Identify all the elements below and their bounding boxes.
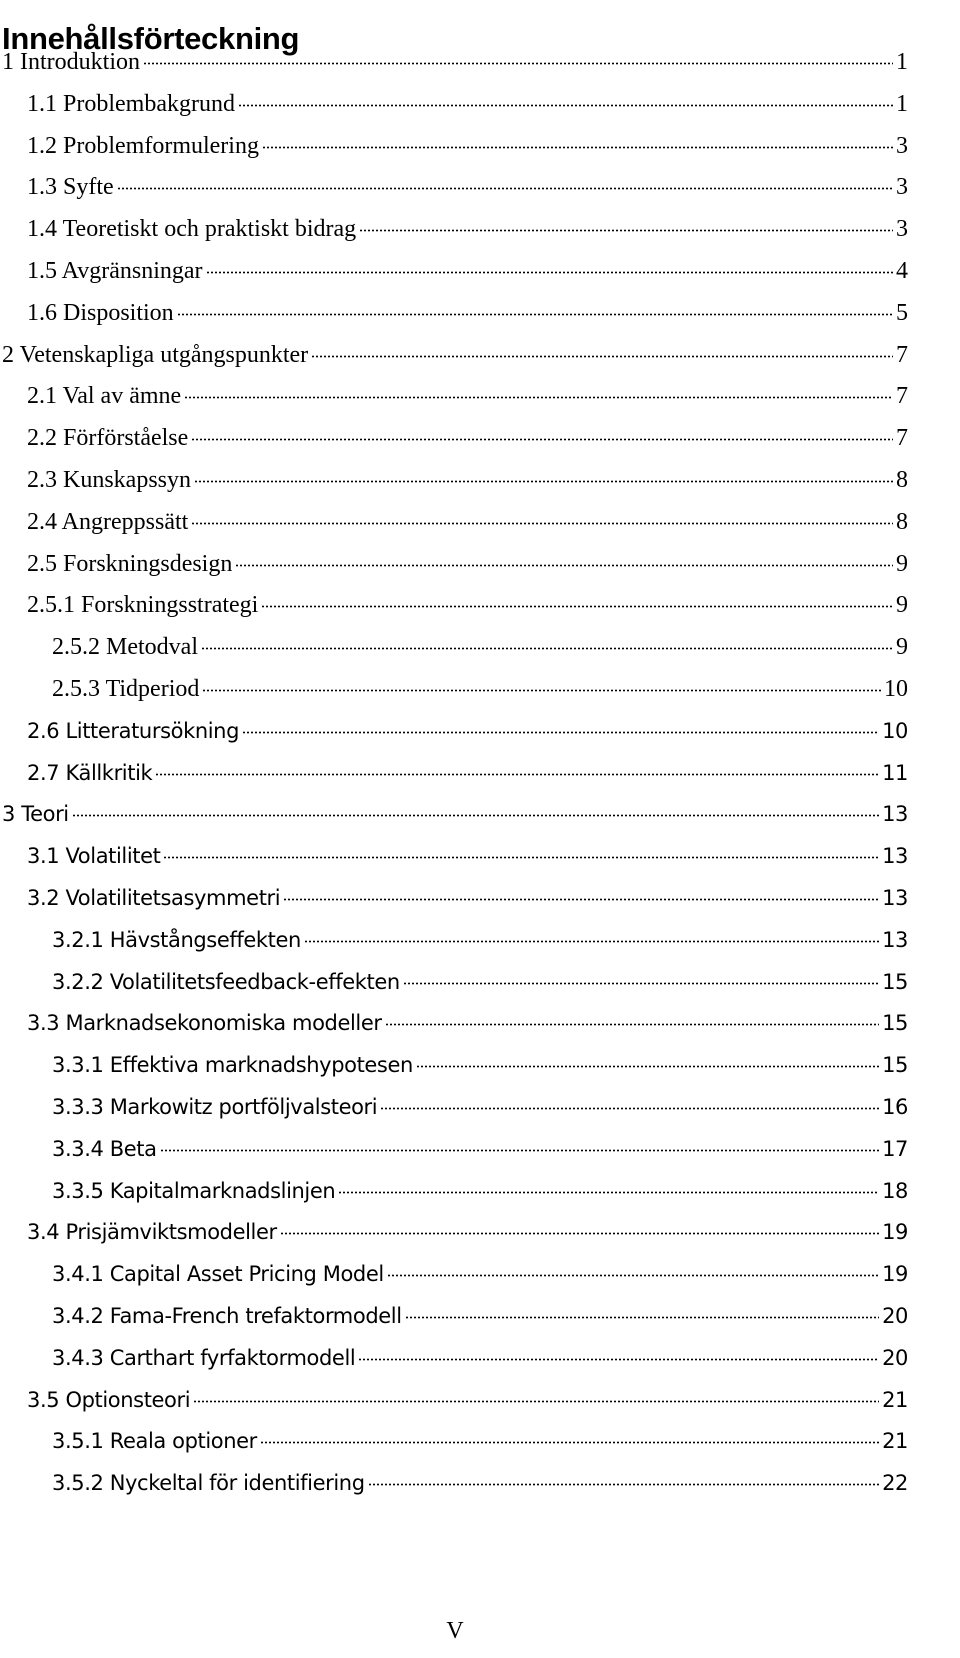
- toc-entry[interactable]: [27, 1378, 908, 1422]
- toc-entry[interactable]: [52, 625, 908, 669]
- toc-dot-leader: [260, 1441, 879, 1444]
- toc-entry-label: 2.5.3 Tidperiod: [52, 676, 200, 702]
- toc-entry-page: 1: [896, 90, 908, 117]
- toc-entry-label: 3.3 Marknadsekonomiska modeller: [27, 1011, 382, 1036]
- toc-entry-label: 3.5.1 Reala optioner: [52, 1429, 257, 1454]
- toc-entry-label: 3.1 Volatilitet: [27, 844, 161, 869]
- toc-entry-label: 2.7 Källkritik: [27, 760, 153, 785]
- page-title: Innehållsförteckning: [2, 20, 300, 56]
- toc-dot-leader: [385, 1023, 879, 1026]
- toc-entry-page: 18: [882, 1178, 908, 1203]
- toc-entry[interactable]: [27, 709, 908, 753]
- toc-entry-page: 9: [896, 634, 908, 661]
- toc-entry-label: 3.3.3 Markowitz portföljvalsteori: [52, 1095, 378, 1119]
- toc-entry[interactable]: [52, 1294, 908, 1338]
- toc-entry-label: 3.4.1 Capital Asset Pricing Model: [52, 1262, 384, 1287]
- toc-entry-label: 1.2 Problemformulering: [27, 132, 259, 159]
- toc-entry[interactable]: [27, 82, 908, 126]
- toc-entry-page: 3: [896, 174, 908, 201]
- toc-entry-label: 3.4.2 Fama-French trefaktormodell: [52, 1304, 402, 1328]
- toc-entry-page: 13: [882, 886, 908, 910]
- toc-entry[interactable]: [52, 1419, 908, 1463]
- toc-entry-page: 19: [882, 1262, 908, 1287]
- toc-entry-label: 1.6 Disposition: [27, 299, 174, 326]
- toc-entry[interactable]: [27, 834, 908, 878]
- toc-dot-leader: [191, 522, 893, 525]
- toc-dot-leader: [155, 773, 879, 776]
- toc-dot-leader: [311, 355, 893, 358]
- toc-dot-leader: [368, 1483, 879, 1486]
- toc-dot-leader: [359, 229, 893, 232]
- toc-entry-page: 16: [882, 1095, 908, 1119]
- toc-entry[interactable]: [27, 583, 908, 627]
- toc-entry-label: 1.4 Teoretiskt och praktiskt bidrag: [27, 216, 357, 243]
- toc-dot-leader: [242, 731, 879, 734]
- toc-entry[interactable]: [27, 249, 908, 293]
- toc-entry-label: 3.2.1 Hävstångseffekten: [52, 927, 301, 952]
- toc-entry-page: 11: [882, 760, 908, 785]
- toc-entry-page: 13: [882, 802, 908, 827]
- toc-entry-label: 3.5.2 Nyckeltal för identifiering: [52, 1471, 365, 1496]
- toc-dot-leader: [280, 1232, 879, 1235]
- toc-dot-leader: [416, 1065, 879, 1068]
- toc-dot-leader: [380, 1107, 879, 1110]
- toc-entry-page: 13: [882, 927, 908, 952]
- toc-dot-leader: [235, 564, 893, 567]
- toc-entry-label: 3 Teori: [2, 802, 69, 827]
- toc-entry-label: 1.3 Syfte: [27, 174, 114, 201]
- toc-entry[interactable]: [52, 960, 908, 1004]
- toc-dot-leader: [261, 605, 893, 608]
- toc-entry[interactable]: [27, 458, 908, 502]
- toc-dot-leader: [338, 1191, 879, 1194]
- toc-entry[interactable]: [2, 40, 908, 84]
- toc-dot-leader: [194, 480, 893, 483]
- toc-entry[interactable]: [52, 1085, 908, 1129]
- toc-entry[interactable]: [27, 1210, 908, 1254]
- toc-dot-leader: [238, 104, 893, 107]
- toc-entry[interactable]: [27, 291, 908, 335]
- toc-entry[interactable]: [2, 792, 908, 836]
- toc-entry-page: 21: [882, 1387, 908, 1412]
- toc-entry-page: 15: [882, 1053, 908, 1078]
- toc-dot-leader: [403, 982, 879, 985]
- toc-dot-leader: [358, 1358, 879, 1361]
- toc-entry-page: 3: [896, 132, 908, 159]
- toc-entry-page: 9: [896, 550, 908, 577]
- toc-entry[interactable]: [27, 876, 908, 920]
- toc-entry-label: 2.2 Förförståelse: [27, 425, 189, 452]
- toc-entry-label: 2.5.2 Metodval: [52, 634, 198, 661]
- toc-entry[interactable]: [52, 1127, 908, 1171]
- toc-dot-leader: [387, 1274, 879, 1277]
- toc-entry-page: 10: [884, 676, 908, 702]
- toc-entry-page: 3: [896, 216, 908, 243]
- toc-entry-label: 2 Vetenskapliga utgångspunkter: [2, 341, 309, 368]
- toc-dot-leader: [405, 1316, 879, 1319]
- toc-entry-page: 1: [896, 49, 908, 75]
- toc-entry-label: 3.4 Prisjämviktsmodeller: [27, 1220, 277, 1245]
- toc-entry-page: 19: [882, 1220, 908, 1245]
- toc-entry-label: 2.6 Litteratursökning: [27, 718, 240, 743]
- toc-entry-label: 2.4 Angreppssätt: [27, 508, 189, 535]
- toc-dot-leader: [163, 856, 879, 859]
- toc-entry-page: 20: [882, 1304, 908, 1328]
- toc-dot-leader: [262, 146, 893, 149]
- toc-entry-page: 7: [896, 425, 908, 452]
- toc-entry-label: 2.5 Forskningsdesign: [27, 550, 233, 577]
- toc-entry-label: 3.4.3 Carthart fyrfaktormodell: [52, 1345, 356, 1370]
- toc-dot-leader: [72, 814, 879, 817]
- toc-entry-page: 7: [896, 383, 908, 410]
- toc-entry-label: 3.3.5 Kapitalmarknadslinjen: [52, 1178, 336, 1203]
- toc-entry[interactable]: [27, 165, 908, 209]
- toc-entry[interactable]: [52, 1461, 908, 1505]
- toc-entry-label: 1.5 Avgränsningar: [27, 258, 203, 284]
- toc-entry[interactable]: [27, 416, 908, 460]
- toc-entry-page: 8: [896, 467, 908, 493]
- toc-entry-page: 8: [896, 508, 908, 535]
- toc-entry-label: 3.2.2 Volatilitetsfeedback-effekten: [52, 969, 400, 994]
- toc-entry[interactable]: [52, 1252, 908, 1296]
- toc-entry-label: 3.5 Optionsteori: [27, 1387, 191, 1412]
- toc-entry-page: 22: [882, 1471, 908, 1496]
- toc-entry[interactable]: [27, 500, 908, 544]
- toc-entry-page: 10: [882, 718, 908, 743]
- toc-entry[interactable]: [2, 333, 908, 377]
- toc-dot-leader: [177, 313, 893, 316]
- toc-entry[interactable]: [52, 667, 908, 711]
- toc-dot-leader: [143, 62, 893, 65]
- toc-dot-leader: [202, 689, 881, 692]
- toc-entry-page: 20: [882, 1345, 908, 1370]
- toc-entry-page: 7: [896, 341, 908, 368]
- toc-entry[interactable]: [52, 1169, 908, 1213]
- toc-entry-label: 1.1 Problembakgrund: [27, 90, 235, 117]
- toc-entry[interactable]: [27, 374, 908, 418]
- toc-entry-label: 3.3.4 Beta: [52, 1136, 157, 1161]
- toc-entry-page: 9: [896, 592, 908, 619]
- toc-dot-leader: [191, 438, 893, 441]
- toc-dot-leader: [193, 1400, 879, 1403]
- toc-entry[interactable]: [27, 542, 908, 586]
- toc-entry-label: 2.1 Val av ämne: [27, 383, 182, 410]
- toc-entry-label: 3.3.1 Effektiva marknadshypotesen: [52, 1053, 413, 1078]
- toc-dot-leader: [184, 396, 893, 399]
- toc-entry-label: 2.5.1 Forskningsstrategi: [27, 592, 259, 619]
- toc-entry-label: 2.3 Kunskapssyn: [27, 467, 192, 493]
- toc-entry-label: 3.2 Volatilitetsasymmetri: [27, 886, 281, 910]
- toc-entry-page: 4: [896, 258, 908, 284]
- toc-dot-leader: [304, 940, 879, 943]
- toc-entry[interactable]: [52, 1043, 908, 1087]
- toc-entry-page: 21: [882, 1429, 908, 1454]
- toc-entry[interactable]: [27, 751, 908, 795]
- toc-entry-label: 1 Introduktion: [2, 49, 140, 75]
- toc-entry[interactable]: [27, 1001, 908, 1045]
- toc-entry-page: 15: [882, 969, 908, 994]
- page-number: V: [446, 1618, 464, 1644]
- toc-entry-page: 13: [882, 844, 908, 869]
- toc-dot-leader: [160, 1149, 880, 1152]
- toc-entry-page: 15: [882, 1011, 908, 1036]
- toc-entry[interactable]: [27, 207, 908, 251]
- toc-dot-leader: [283, 898, 879, 901]
- toc-entry[interactable]: [52, 1336, 908, 1380]
- toc-entry[interactable]: [27, 124, 908, 168]
- toc-entry-page: 5: [896, 299, 908, 326]
- toc-entry-page: 17: [882, 1136, 908, 1161]
- toc-entry[interactable]: [52, 918, 908, 962]
- toc-dot-leader: [206, 271, 893, 274]
- toc-dot-leader: [117, 187, 893, 190]
- toc-dot-leader: [201, 647, 893, 650]
